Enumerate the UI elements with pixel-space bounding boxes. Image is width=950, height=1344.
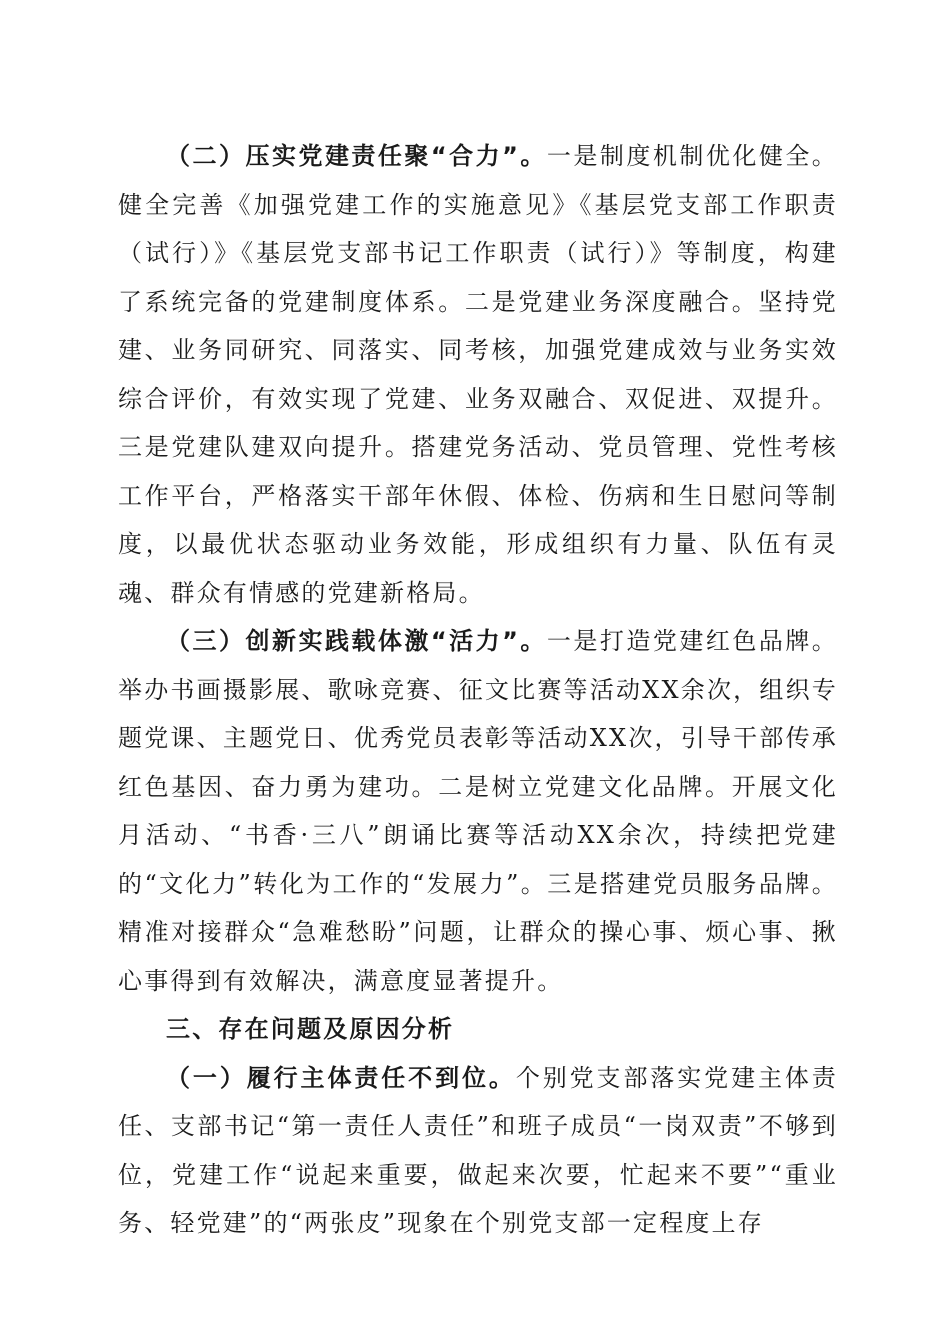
paragraph-text: 一是打造党建红色品牌。举办书画摄影展、歌咏竞赛、征文比赛等活动XX余次，组织专题党课、主题党日、优秀党员表彰等活动XX次，引导干部传承红色基因、奋力勇为建功。二是树立党建文化品牌。开展文化月活动、“书香·三八”朗诵比赛等活动XX余次，持续把党建的“文化力”转化为工作的“发展力”。三是搭建党员服务品牌。精准对接群众“急难愁盼”问题，让群众的操心事、烦心事、揪心事得到有效解决，满意度显著提升。 xyxy=(118,627,839,995)
paragraph-lead: （三）创新实践载体激“活力”。 xyxy=(166,627,547,655)
paragraph-text: 一是制度机制优化健全。健全完善《加强党建工作的实施意见》《基层党支部工作职责（试行）》《基层党支部书记工作职责（试行）》等制度，构建了系统完备的党建制度体系。二是党建业务深度融合。坚持党建、业务同研究、同落实、同考核，加强党建成效与业务实效综合评价，有效实现了党建、业务双融合、双促进、双提升。三是党建队建双向提升。搭建党务活动、党员管理、党性考核工作平台，严格落实干部年休假、体检、伤病和生日慰问等制度，以最优状态驱动业务效能，形成组织有力量、队伍有灵魂、群众有情感的党建新格局。 xyxy=(118,142,839,607)
paragraph-text: 个别党支部落实党建主体责任、支部书记“第一责任人责任”和班子成员“一岗双责”不够到位，党建工作“说起来重要，做起来次要，忙起来不要”“重业务、轻党建”的“两张皮”现象在个别党支部一定程度上存 xyxy=(118,1063,838,1237)
paragraph-section-3 xyxy=(118,617,838,1005)
document-body xyxy=(118,132,838,1248)
paragraph-problem-1 xyxy=(118,1054,838,1248)
paragraph-lead: （一）履行主体责任不到位。 xyxy=(166,1063,516,1092)
chapter-heading: 三、存在问题及原因分析 xyxy=(166,1015,455,1043)
paragraph-lead: （二）压实党建责任聚“合力”。 xyxy=(166,142,547,170)
paragraph-section-2 xyxy=(118,132,838,617)
